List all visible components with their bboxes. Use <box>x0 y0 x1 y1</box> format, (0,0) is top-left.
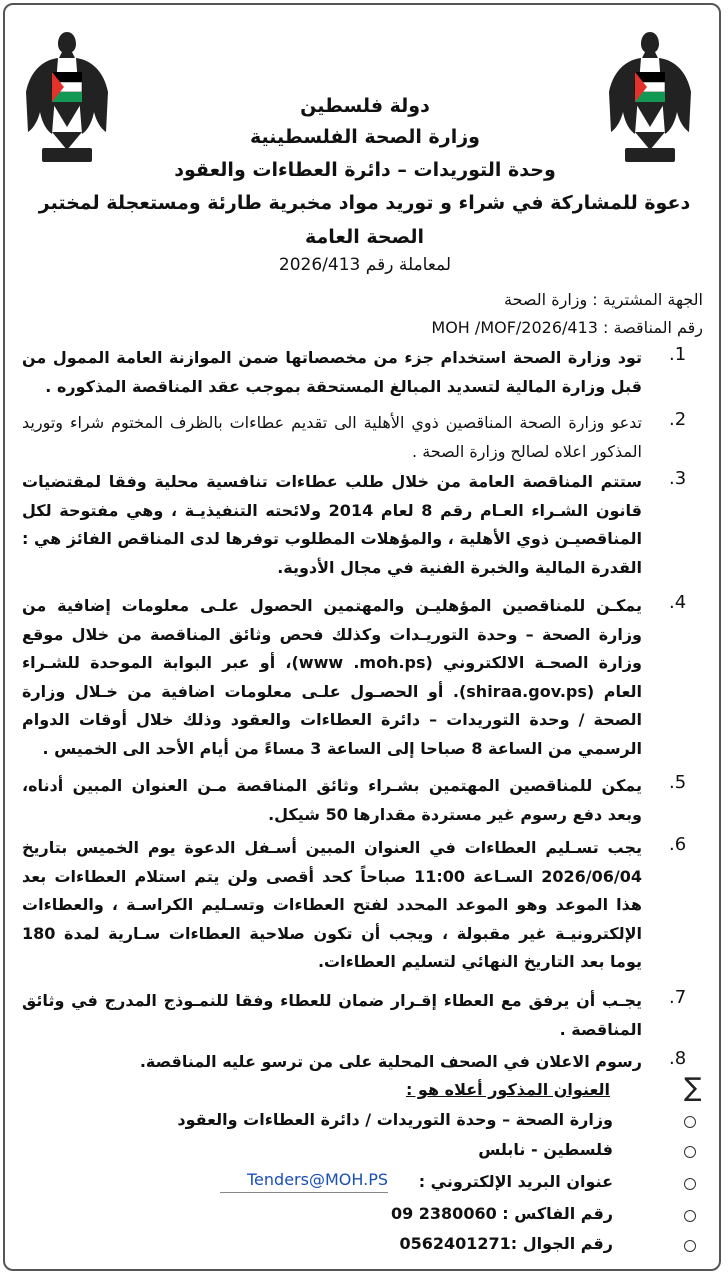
list-item <box>22 468 697 582</box>
tender-number-line: رقم المناقصة : MOH /MOF/2026/413 <box>431 318 703 337</box>
item-number: .1 <box>669 344 687 365</box>
item-text: رسوم الاعلان في الصحف المحلية على من ترسو عليه المناقصة. <box>139 1052 642 1071</box>
transaction-ref: لمعاملة رقم 2026/413 <box>278 255 452 275</box>
item-text: تدعو وزارة الصحة المناقصين ذوي الأهلية الى تقديم عطاءات بالظرف المختوم شراء وتوريد المذكور اعلاه لصالح وزارة الصحة . <box>22 413 642 461</box>
email-wrapper <box>247 1170 388 1189</box>
header-unit: وحدة التوريدات – دائرة العطاءات والعقود <box>174 159 556 181</box>
item-number: .3 <box>669 468 687 489</box>
list-item <box>22 834 697 977</box>
email-underline <box>220 1192 388 1193</box>
item-text: يجـب أن يرفق مع العطاء إقـرار ضمان للعطاء وفقا للنمـوذج المدرج في وثائق المناقصة . <box>22 991 642 1039</box>
address-line-city: فلسطين - نابلس <box>478 1140 613 1159</box>
item-text: يمكـن للمناقصين المؤهليـن والمهتمين الحصول علـى معلومات إضافية من وزارة الصحة – وحدة التوريـدات وكذلك فحص وثائق المناقصة من خلال موقع وزارة الصحـة الالكتروني (www .moh.ps)، أو عبر البوابة الموحدة للشـراء العام (shiraa.gov.ps). أو الحصـول علـى معلومات اضافية من خـلال وزارة الصحة / وحدة التوريدات – دائرة العطاءات والعقود وذلك خلال أوقات الدوام الرسمي من الساعة 8 صباحا إلى الساعة 3 مساءً من أيام الأحد الى الخميس . <box>22 596 642 758</box>
circle-bullet-icon <box>684 1146 696 1158</box>
address-line-mobile: رقم الجوال :0562401271 <box>399 1234 613 1253</box>
header-ministry: وزارة الصحة الفلسطينية <box>250 126 480 148</box>
palestine-emblem-left <box>22 22 112 167</box>
sigma-symbol-icon: ∑ <box>684 1073 702 1103</box>
header-state: دولة فلسطين <box>300 95 430 117</box>
list-item <box>22 344 697 401</box>
palestine-emblem-right <box>605 22 695 167</box>
list-item <box>22 592 697 763</box>
item-number: .6 <box>669 834 687 855</box>
document-title: دعوة للمشاركة في شراء و توريد مواد مخبرية طارئة ومستعجلة لمختبر الصحة العامة <box>38 192 691 248</box>
address-line-ministry: وزارة الصحة – وحدة التوريدات / دائرة العطاءات والعقود <box>177 1110 613 1129</box>
item-text: تود وزارة الصحة استخدام جزء من مخصصاتها ضمن الموازنة العامة الممول من قبل وزارة المالية لتسديد المبالغ المستحقة بموجب عقد المناقصة المذكوره . <box>22 348 642 396</box>
list-item <box>22 409 697 466</box>
address-line-email-label: عنوان البريد الإلكتروني : <box>418 1172 613 1191</box>
list-item <box>22 987 697 1044</box>
list-item <box>22 772 697 829</box>
email-link[interactable]: Tenders@MOH.PS <box>247 1170 388 1189</box>
circle-bullet-icon <box>684 1178 696 1190</box>
item-number: .8 <box>669 1048 687 1069</box>
address-heading: العنوان المذكور أعلاه هو : <box>405 1080 610 1099</box>
buyer-line: الجهة المشترية : وزارة الصحة <box>504 290 703 309</box>
item-number: .4 <box>669 592 687 613</box>
item-text: يجب تسـليم العطاءات في العنوان المبين أسـفل الدعوة يوم الخميس بتاريخ 2026/06/04 السـاعة 11:00 صباحاً كحد أقصى ولن يتم استلام العطاءات بعد هذا الموعد وهو الموعد المحدد لفتح العطاءات وتسـليم الكراسـة ، والعطاءات الإلكترونيـة غير مقبولة ، ويجب أن تكون صلاحية العطاءات سـارية لمدة 180 يوما بعد التاريخ النهائي لتسليم العطاءات. <box>22 838 643 971</box>
address-line-fax: رقم الفاكس : 2380060 09 <box>390 1204 613 1223</box>
item-text: يمكن للمناقصين المهتمين بشـراء وثائق المناقصة مـن العنوان المبين أدناه، وبعد دفع رسوم غير مستردة مقدارها 50 شيكل. <box>22 776 642 824</box>
circle-bullet-icon <box>684 1210 696 1222</box>
circle-bullet-icon <box>684 1116 696 1128</box>
circle-bullet-icon <box>684 1240 696 1252</box>
item-number: .5 <box>669 772 687 793</box>
list-item <box>22 1048 697 1077</box>
item-number: .2 <box>669 409 687 430</box>
item-number: .7 <box>669 987 687 1008</box>
item-text: ستتم المناقصة العامة من خلال طلب عطاءات تنافسية محلية وفقا لمقتضيات قانون الشـراء العـام رقم 8 لعام 2014 ولائحته التنفيذيـة ، وهي مفتوحة لكل المناقصيـن ذوي الأهلية ، والمؤهلات المطلوب توفرها لدى المناقص الفائز هي : القدرة المالية والخبرة الفنية في مجال الأدوية. <box>22 472 643 577</box>
